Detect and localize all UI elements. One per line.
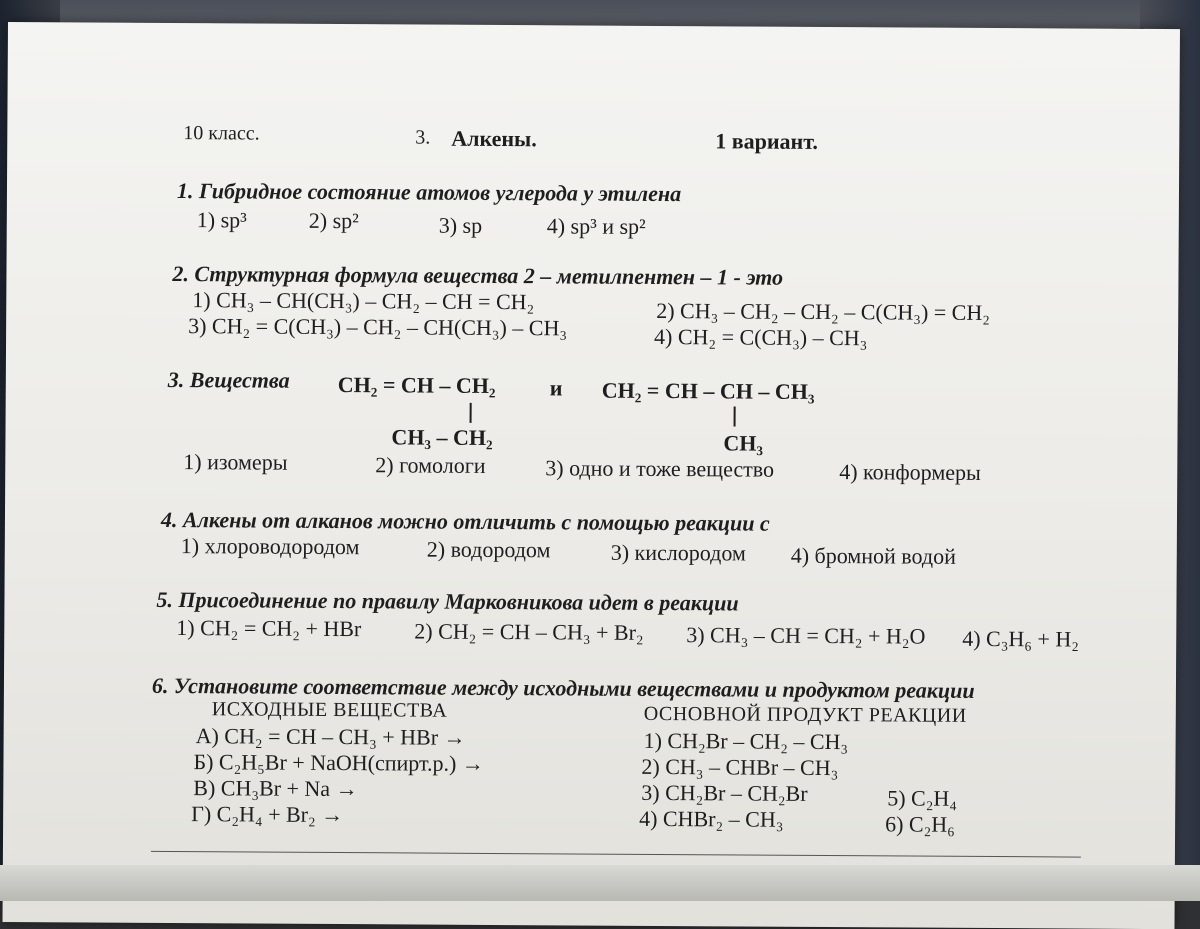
q5-answer-1: 1) CH₂ = CH₂ + HBr xyxy=(176,615,362,642)
q2-answer-2: 2) CH₃ – CH₂ – CH₂ – C(CH₃) = CH₂ xyxy=(656,297,991,326)
q6-product-3: 3) CH₂Br – CH₂Br xyxy=(641,779,808,806)
q6-product-5: 5) C₂H₄ xyxy=(887,785,958,811)
grade-label: 10 класс. xyxy=(183,122,260,145)
worksheet-page xyxy=(3,22,1180,929)
question-2-title: 2. Структурная формула вещества 2 – метилпентен – 1 - это xyxy=(172,261,784,290)
divider-line xyxy=(151,851,1081,858)
next-page-edge xyxy=(0,865,1200,901)
q2-answer-1: 1) CH₃ – CH(CH₃) – CH₂ – CH = CH₂ xyxy=(192,287,535,315)
q1-answer-2: 2) sp² xyxy=(308,207,359,234)
topic-title: Алкены. xyxy=(451,125,537,152)
q3-formula-2-branch: CH₃ xyxy=(723,430,764,456)
q6-product-4: 4) CHBr₂ – CH₃ xyxy=(639,805,784,832)
q4-answer-4: 4) бромной водой xyxy=(790,542,956,569)
q5-answer-2: 2) CH₂ = CH – CH₃ + Br₂ xyxy=(414,618,644,645)
q6-reactant-c: В) CH₃Br + Na → xyxy=(193,775,358,802)
q3-answer-2: 2) гомологи xyxy=(375,452,486,478)
q3-formula-1-branch: CH₃ – CH₂ xyxy=(391,424,493,450)
question-3-title: 3. Вещества xyxy=(167,366,290,393)
q1-answer-1: 1) sp³ xyxy=(196,207,247,233)
q3-formula-1: CH₂ = CH – CH₂ xyxy=(337,372,496,398)
question-5-title: 5. Присоединение по правилу Марковникова идет в реакции xyxy=(156,586,739,616)
q3-answer-1: 1) изомеры xyxy=(183,449,288,475)
q3-bond-2 xyxy=(734,406,736,426)
q1-answer-3: 3) sp xyxy=(438,212,483,238)
q2-answer-3: 3) CH₂ = C(CH₃) – CH₂ – CH(CH₃) – CH₃ xyxy=(188,313,568,341)
q6-product-6: 6) C₂H₆ xyxy=(885,811,955,837)
question-6-title: 6. Установите соответствие между исходными веществами и продуктом реакции xyxy=(151,672,975,703)
q4-answer-2: 2) водородом xyxy=(426,536,551,563)
q3-answer-4: 4) конформеры xyxy=(839,459,981,485)
question-4-title: 4. Алкены от алканов можно отличить с помощью реакции с xyxy=(160,506,770,536)
q6-reactant-b: Б) C₂H₅Br + NaOH(спирт.р.) → xyxy=(193,749,484,776)
q4-answer-1: 1) хлороводородом xyxy=(180,533,360,560)
question-1-title: 1. Гибридное состояние атомов углерода у этилена xyxy=(176,178,682,207)
q3-and-label: и xyxy=(549,375,563,401)
q1-answer-4: 4) sp³ и sp² xyxy=(546,213,646,239)
q3-bond-1 xyxy=(470,403,472,423)
q6-reactant-d: Г) C₂H₄ + Br₂ → xyxy=(191,801,344,828)
q3-answer-3: 3) одно и тоже вещество xyxy=(545,455,775,482)
variant-label: 1 вариант. xyxy=(715,128,818,154)
q6-product-1: 1) CH₂Br – CH₂ – CH₃ xyxy=(643,727,849,755)
q3-formula-2: CH₂ = CH – CH – CH₃ xyxy=(601,377,815,404)
topic-number: 3. xyxy=(415,126,431,149)
q4-answer-3: 3) кислородом xyxy=(610,539,746,566)
q6-right-header: ОСНОВНОЙ ПРОДУКТ РЕАКЦИИ xyxy=(643,702,967,727)
q6-product-2: 2) CH₃ – CHBr – CH₃ xyxy=(641,753,839,781)
q5-answer-4: 4) C₃H₆ + H₂ xyxy=(962,625,1080,652)
q5-answer-3: 3) CH₃ – CH = CH₂ + H₂O xyxy=(686,622,926,649)
q6-left-header: ИСХОДНЫЕ ВЕЩЕСТВА xyxy=(211,698,448,722)
q2-answer-4: 4) CH₂ = C(CH₃) – CH₃ xyxy=(654,323,868,351)
q6-reactant-a: А) CH₂ = CH – CH₃ + HBr → xyxy=(195,723,466,750)
